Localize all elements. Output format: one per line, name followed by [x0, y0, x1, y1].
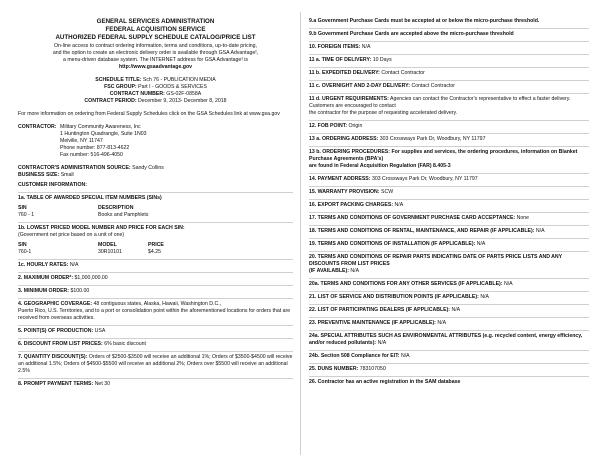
- divider: [18, 272, 293, 273]
- item-value: N/A: [476, 241, 486, 247]
- item-value: 48 contiguous states, Alaska, Hawaii, Washington D.C.,: [93, 301, 222, 307]
- item-12: [309, 123, 589, 130]
- business-size-label: BUSINESS SIZE:: [18, 172, 60, 178]
- item-8: [18, 381, 293, 388]
- item-label: 4. GEOGRAPHIC COVERAGE:: [18, 301, 93, 307]
- divider: [309, 54, 589, 55]
- admin-block: [18, 165, 293, 179]
- item-9a: 9.a Government Purchase Cards must be accepted at or below the micro-purchase threshold.: [309, 18, 540, 24]
- item-25: [309, 366, 589, 373]
- table-row: [18, 249, 293, 256]
- item-label: 11 b. EXPEDITED DELIVERY:: [309, 70, 380, 76]
- divider: [309, 304, 589, 305]
- contractor-block: [18, 124, 293, 159]
- item-label: 11 a. TIME OF DELIVERY:: [309, 57, 372, 63]
- business-size-value: Small: [60, 172, 74, 178]
- divider: [309, 330, 589, 331]
- item-value: N/A: [451, 307, 461, 313]
- item-15: [309, 189, 589, 196]
- table-row: [18, 212, 293, 219]
- item-label: 19. TERMS AND CONDITIONS OF INSTALLATION (IF APPLICABLE):: [309, 241, 476, 247]
- item-label: 15. WARRANTY PROVISION:: [309, 189, 380, 195]
- intro-line-2: and the option to create an electronic delivery order is available through GSA Advantage!,: [52, 50, 259, 56]
- item-value: N/A: [394, 202, 404, 208]
- description-column-header: DESCRIPTION: [98, 205, 134, 211]
- item-value: N/A: [480, 294, 489, 300]
- item-16: [309, 202, 589, 209]
- divider: [18, 351, 293, 352]
- contractor-details: [60, 124, 147, 159]
- header-agency: GENERAL SERVICES ADMINISTRATION: [96, 18, 215, 25]
- item-5: [18, 328, 293, 335]
- divider: [309, 93, 589, 94]
- divider: [309, 146, 589, 147]
- divider: [309, 80, 589, 81]
- item-value: $100.00: [70, 288, 90, 294]
- divider: [309, 173, 589, 174]
- item-13b: [309, 149, 589, 163]
- item-value: N/A: [350, 268, 360, 274]
- price-column-header: PRICE: [148, 242, 164, 248]
- item-18: [309, 228, 589, 235]
- item-11d-continuation: the contractor for the purpose of requesting accelerated delivery.: [309, 110, 458, 116]
- divider: [18, 259, 293, 260]
- more-info-text: For more information on ordering from Federal Supply Schedules click on the GSA Schedules link at www.gsa.gov: [18, 111, 280, 117]
- divider: [309, 186, 589, 187]
- price-table-title: 1b. LOWEST PRICED MODEL NUMBER AND PRICE FOR EACH SIN:: [18, 225, 185, 231]
- item-value: N/A: [361, 44, 371, 50]
- item-value: N/A: [377, 340, 387, 346]
- customer-information-heading: CUSTOMER INFORMATION:: [18, 182, 87, 188]
- price-table-subtitle: (Government net price based on a unit of one): [18, 232, 125, 238]
- item-20a: [309, 281, 589, 288]
- divider: [18, 298, 293, 299]
- item-22: [309, 307, 589, 314]
- item-value: 303 Crossways Park Dr, Woodbury, NY 11797: [379, 136, 486, 142]
- price-table-header: [18, 242, 293, 249]
- fsc-group-value: Part I - GOODS & SERVICES: [138, 84, 207, 90]
- item-label: 13 a. ORDERING ADDRESS:: [309, 136, 379, 142]
- item-value: 6% basic discount: [104, 341, 146, 347]
- header-title: AUTHORIZED FEDERAL SUPPLY SCHEDULE CATALOG/PRICE LIST: [55, 34, 256, 41]
- sin-cell: 760-1: [18, 249, 32, 255]
- divider: [309, 317, 589, 318]
- item-13a: [309, 136, 589, 143]
- item-label: 3. MINIMUM ORDER:: [18, 288, 70, 294]
- divider: [309, 376, 589, 377]
- item-11c: [309, 83, 589, 90]
- item-label: 22. LIST OF PARTICIPATING DEALERS (IF APPLICABLE):: [309, 307, 451, 313]
- item-label: 25. DUNS NUMBER:: [309, 366, 359, 372]
- item-value: 10 Days: [372, 57, 392, 63]
- item-11b: [309, 70, 589, 77]
- item-value: Contact Contractor: [381, 70, 425, 76]
- contractor-address-1: 1 Huntington Quadrangle, Suite 1N03: [60, 131, 147, 137]
- divider: [309, 278, 589, 279]
- item-24a: [309, 333, 589, 347]
- gsa-advantage-link[interactable]: http://www.gsaadvantage.gov: [118, 64, 193, 70]
- contractor-address-2: Melville, NY 11747: [60, 138, 103, 144]
- divider: [309, 251, 589, 252]
- item-value: 783107050: [359, 366, 386, 372]
- item-4-continuation: Puerto Rico, U.S. Territories, and to a port or consolidation point within the aforementioned locations for orders that are received from overseas activities.: [18, 308, 291, 321]
- header-service: FEDERAL ACQUISITION SERVICE: [105, 26, 206, 33]
- item-value: Orders of $2500-$3500 will receive an additional 1%; Orders of $3500-$4500 will receive an additional 1.5%; Orders of $4500-$5500 will receive an additional 2%; Orders over $5500 will receive an additional 2.5%: [18, 354, 293, 374]
- item-label: 16. EXPORT PACKING CHARGES:: [309, 202, 394, 208]
- item-label: 6. DISCOUNT FROM LIST PRICES:: [18, 341, 103, 347]
- contractor-label: CONTRACTOR:: [18, 124, 57, 130]
- right-column: [309, 18, 589, 386]
- divider: [309, 225, 589, 226]
- item-10: [309, 44, 589, 51]
- item-21: [309, 294, 589, 301]
- item-6: [18, 341, 293, 348]
- item-label: 7. QUANTITY DISCOUNT(S):: [18, 354, 88, 360]
- sin-table-title: 1a. TABLE OF AWARDED SPECIAL ITEM NUMBERS (SINs): [18, 195, 162, 201]
- contract-number-value: GS-02F-0858A: [166, 91, 202, 97]
- contractor-phone: Phone number: 877-813-4622: [60, 145, 130, 151]
- item-label: 11 c. OVERNIGHT AND 2-DAY DELIVERY:: [309, 83, 410, 89]
- intro-line-3: a menu-driven database system. The INTERNET address for GSA Advantage! is: [63, 57, 248, 63]
- divider: [18, 222, 293, 223]
- item-7: [18, 354, 293, 375]
- contract-period-label: CONTRACT PERIOD:: [84, 98, 137, 104]
- item-1c: [18, 262, 293, 269]
- schedule-title-value: Sch 76 - PUBLICATION MEDIA: [142, 77, 216, 83]
- divider: [18, 192, 293, 193]
- contractor-fax: Fax number: 516-496-4050: [60, 152, 123, 158]
- left-column: [18, 18, 293, 388]
- item-label: 24b. Section 508 Compliance for EIT:: [309, 353, 400, 359]
- item-20: 20. TERMS AND CONDITIONS OF REPAIR PARTS INDICATING DATE OF PARTS PRICE LISTS AND ANY DISCOUNTS FROM LIST PRICES: [309, 254, 563, 267]
- contractor-name: Military Community Awareness, Inc: [60, 124, 141, 130]
- item-value: N/A: [400, 353, 410, 359]
- schedule-block: [18, 77, 293, 105]
- divider: [18, 338, 293, 339]
- sin-column-header: SIN: [18, 242, 27, 248]
- price-cell: $4.25: [148, 249, 161, 255]
- item-label: 21. LIST OF SERVICE AND DISTRIBUTION POINTS (IF APPLICABLE):: [309, 294, 479, 300]
- model-column-header: MODEL: [98, 242, 117, 248]
- item-value: N/A: [437, 320, 447, 326]
- item-14: [309, 176, 589, 183]
- item-4: [18, 301, 293, 308]
- item-label: (IF AVAILABLE):: [309, 268, 349, 274]
- sin-table-header: [18, 205, 293, 212]
- item-value: Origin: [348, 123, 363, 129]
- item-label: 8. PROMPT PAYMENT TERMS:: [18, 381, 94, 387]
- item-value: N/A: [69, 262, 79, 268]
- sin-column-header: SIN: [18, 205, 27, 211]
- schedule-title-label: SCHEDULE TITLE:: [95, 77, 142, 83]
- divider: [18, 325, 293, 326]
- item-value: For supplies and services, the ordering procedures, information on Blanket Purchase Agreements (BPA's): [309, 149, 578, 162]
- item-value: USA: [94, 328, 106, 334]
- item-label: 18. TERMS AND CONDITIONS OF RENTAL, MAINTENANCE, AND REPAIR (IF APPLICABLE):: [309, 228, 535, 234]
- item-23: [309, 320, 589, 327]
- item-value: Contact Contractor: [411, 83, 455, 89]
- item-26: 26. Contractor has an active registration in the SAM database: [309, 379, 461, 385]
- divider: [309, 67, 589, 68]
- divider: [18, 378, 293, 379]
- item-value: Agencies can contact the Contractor's representative to effect a faster delivery. Customers are encouraged to contact: [309, 96, 571, 109]
- item-value: Net 30: [94, 381, 110, 387]
- item-13b-continuation: are found in Federal Acquisition Regulation (FAR) 8.405-3: [309, 163, 451, 169]
- item-label: 20a. TERMS AND CONDITIONS FOR ANY OTHER SERVICES (IF APPLICABLE):: [309, 281, 503, 287]
- item-label: 24a. SPECIAL ATTRIBUTES SUCH AS ENVIRONMENTAL ATTRIBUTES (e.g. recycled content, energy efficiency, and/or reduced pollutants):: [309, 333, 583, 346]
- item-3: [18, 288, 293, 295]
- item-24b: [309, 353, 589, 360]
- divider: [309, 363, 589, 364]
- item-label: 2. MAXIMUM ORDER*:: [18, 275, 74, 281]
- description-cell: Books and Pamphlets: [98, 212, 149, 218]
- column-divider: [300, 12, 301, 455]
- admin-source-label: CONTRACTOR'S ADMINISTRATION SOURCE:: [18, 165, 131, 171]
- item-label: 14. PAYMENT ADDRESS:: [309, 176, 371, 182]
- contract-number-label: CONTRACT NUMBER:: [109, 91, 165, 97]
- fsc-group-label: FSC GROUP:: [104, 84, 137, 90]
- item-label: 17. TERMS AND CONDITIONS OF GOVERNMENT PURCHASE CARD ACCEPTANCE:: [309, 215, 516, 221]
- item-19: [309, 241, 589, 248]
- divider: [309, 291, 589, 292]
- item-label: 23. PREVENTIVE MAINTENANCE (IF APPLICABLE):: [309, 320, 436, 326]
- item-label: 13 b. ORDERING PROCEDURES:: [309, 149, 390, 155]
- divider: [309, 350, 589, 351]
- item-value: 303 Crossways Park Dr, Woodbury, NY 11797: [371, 176, 478, 182]
- contract-period-value: December 9, 2013- December 8, 2018: [138, 98, 227, 104]
- sin-cell: 760 - 1: [18, 212, 35, 218]
- item-label: 5. POINT(S) OF PRODUCTION:: [18, 328, 94, 334]
- item-label: 10. FOREIGN ITEMS:: [309, 44, 361, 50]
- item-value: N/A: [535, 228, 545, 234]
- item-label: 1c. HOURLY RATES:: [18, 262, 69, 268]
- divider: [309, 28, 589, 29]
- item-value: N/A: [503, 281, 513, 287]
- item-11d: [309, 96, 589, 110]
- divider: [18, 285, 293, 286]
- intro-line-1: On-line access to contract ordering information, terms and conditions, up-to-date pricing,: [54, 43, 257, 49]
- divider: [309, 199, 589, 200]
- divider: [309, 133, 589, 134]
- item-20-continuation: [309, 268, 589, 275]
- item-2: [18, 275, 293, 282]
- item-17: [309, 215, 589, 222]
- divider: [309, 120, 589, 121]
- admin-source-value: Sandy Collins: [132, 165, 164, 171]
- item-label: 11 d. URGENT REQUIREMENTS:: [309, 96, 389, 102]
- item-value: SCW: [380, 189, 394, 195]
- divider: [309, 41, 589, 42]
- divider: [309, 238, 589, 239]
- divider: [309, 212, 589, 213]
- item-value: $1,000,000.00: [74, 275, 108, 281]
- intro-text: [18, 43, 293, 71]
- item-label: 12. FOB POINT:: [309, 123, 348, 129]
- item-value: None: [516, 215, 530, 221]
- item-11a: [309, 57, 589, 64]
- item-9b: 9.b Government Purchase Cards are accepted above the micro-purchase threshold: [309, 31, 514, 37]
- model-cell: 30R10101: [98, 249, 122, 255]
